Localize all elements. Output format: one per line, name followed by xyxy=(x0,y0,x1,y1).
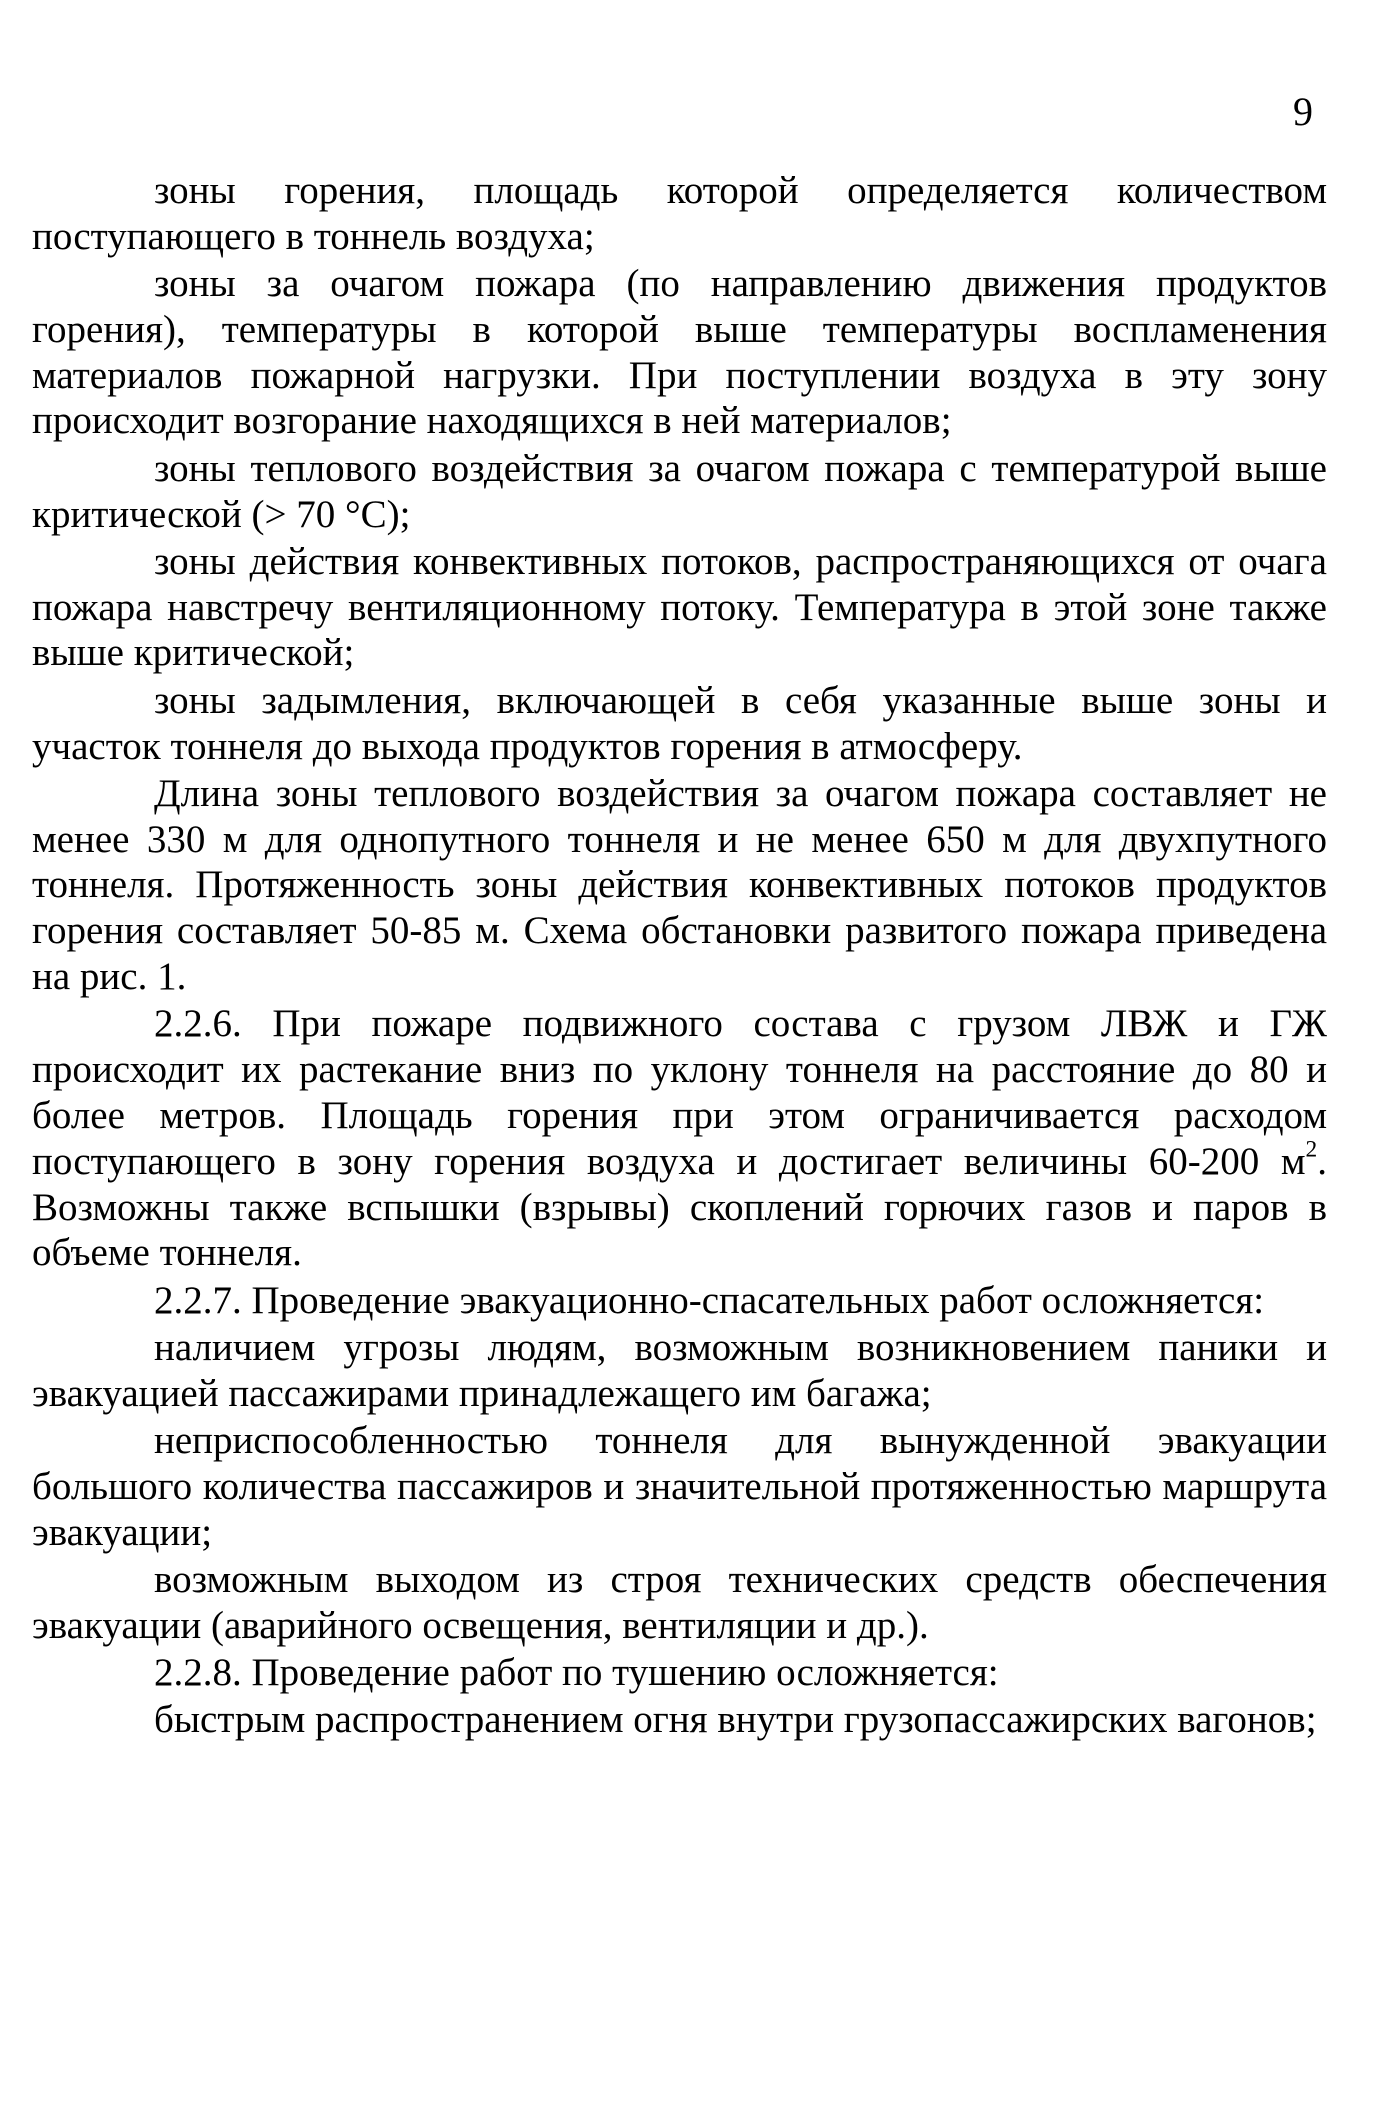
paragraph-thermal-zone: зоны теплового воздействия за очагом пожара с температурой выше критической (> 70 °С); xyxy=(32,446,1327,536)
paragraph-2-2-6 xyxy=(32,1001,1327,1276)
page-number: 9 xyxy=(1293,89,1313,134)
paragraph-combustion-zone: зоны горения, площадь которой определяется количеством поступающего в тоннель воздуха; xyxy=(32,169,1327,258)
paragraph-zone-lengths: Длина зоны теплового воздействия за очагом пожара составляет не менее 330 м для однопутного тоннеля и не менее 650 м для двухпутного тоннеля. Протяженность зоны действия конвективных потоков продуктов горения составляет 50-85 м. Схема обстановки развитого пожара приведена на рис. 1. xyxy=(32,771,1327,999)
paragraph-threat-to-people: наличием угрозы людям, возможным возникновением паники и эвакуацией пассажирами принадлежащего им багажа; xyxy=(32,1325,1327,1415)
superscript-square: 2 xyxy=(1305,1136,1318,1163)
paragraph-zone-behind-fire: зоны за очагом пожара (по направлению движения продуктов горения), температуры в которой выше температуры воспламенения материалов пожарной нагрузки. При поступлении воздуха в эту зону происходит возгорание находящихся в ней материалов; xyxy=(32,262,1327,443)
paragraph-equipment-failure: возможным выходом из строя технических средств обеспечения эвакуации (аварийного освещения, вентиляции и др.). xyxy=(32,1557,1327,1647)
paragraph-fire-spread: быстрым распространением огня внутри грузопассажирских вагонов; xyxy=(154,1698,1317,1742)
paragraph-2-2-7: 2.2.7. Проведение эвакуационно-спасательных работ осложняется: xyxy=(154,1278,1265,1322)
paragraph-smoke-zone: зоны задымления, включающей в себя указанные выше зоны и участок тоннеля до выхода продуктов горения в атмосферу. xyxy=(32,678,1327,768)
text-body xyxy=(32,168,1327,1745)
paragraph-2-2-8: 2.2.8. Проведение работ по тушению осложняется: xyxy=(154,1651,999,1694)
document-page xyxy=(32,0,1327,2109)
paragraph-2-2-6-end: . Возможны также вспышки (взрывы) скоплений горючих газов и паров в объеме тоннеля. xyxy=(32,1139,1327,1275)
paragraph-convective-zone: зоны действия конвективных потоков, распространяющихся от очага пожара навстречу вентиляционному потоку. Температура в этой зоне также выше критической; xyxy=(32,539,1327,675)
paragraph-2-2-6-main: 2.2.6. При пожаре подвижного состава с грузом ЛВЖ и ГЖ происходит их растекание вниз по уклону тоннеля на расстояние до 80 и более метров. Площадь горения при этом ограничивается расходом поступающего в зону горения воздуха и достигает величины 60-200 м xyxy=(32,1002,1327,1183)
paragraph-unsuitability: неприспособленностью тоннеля для вынужденной эвакуации большого количества пассажиров и значительной протяженностью маршрута эвакуации; xyxy=(32,1419,1327,1554)
